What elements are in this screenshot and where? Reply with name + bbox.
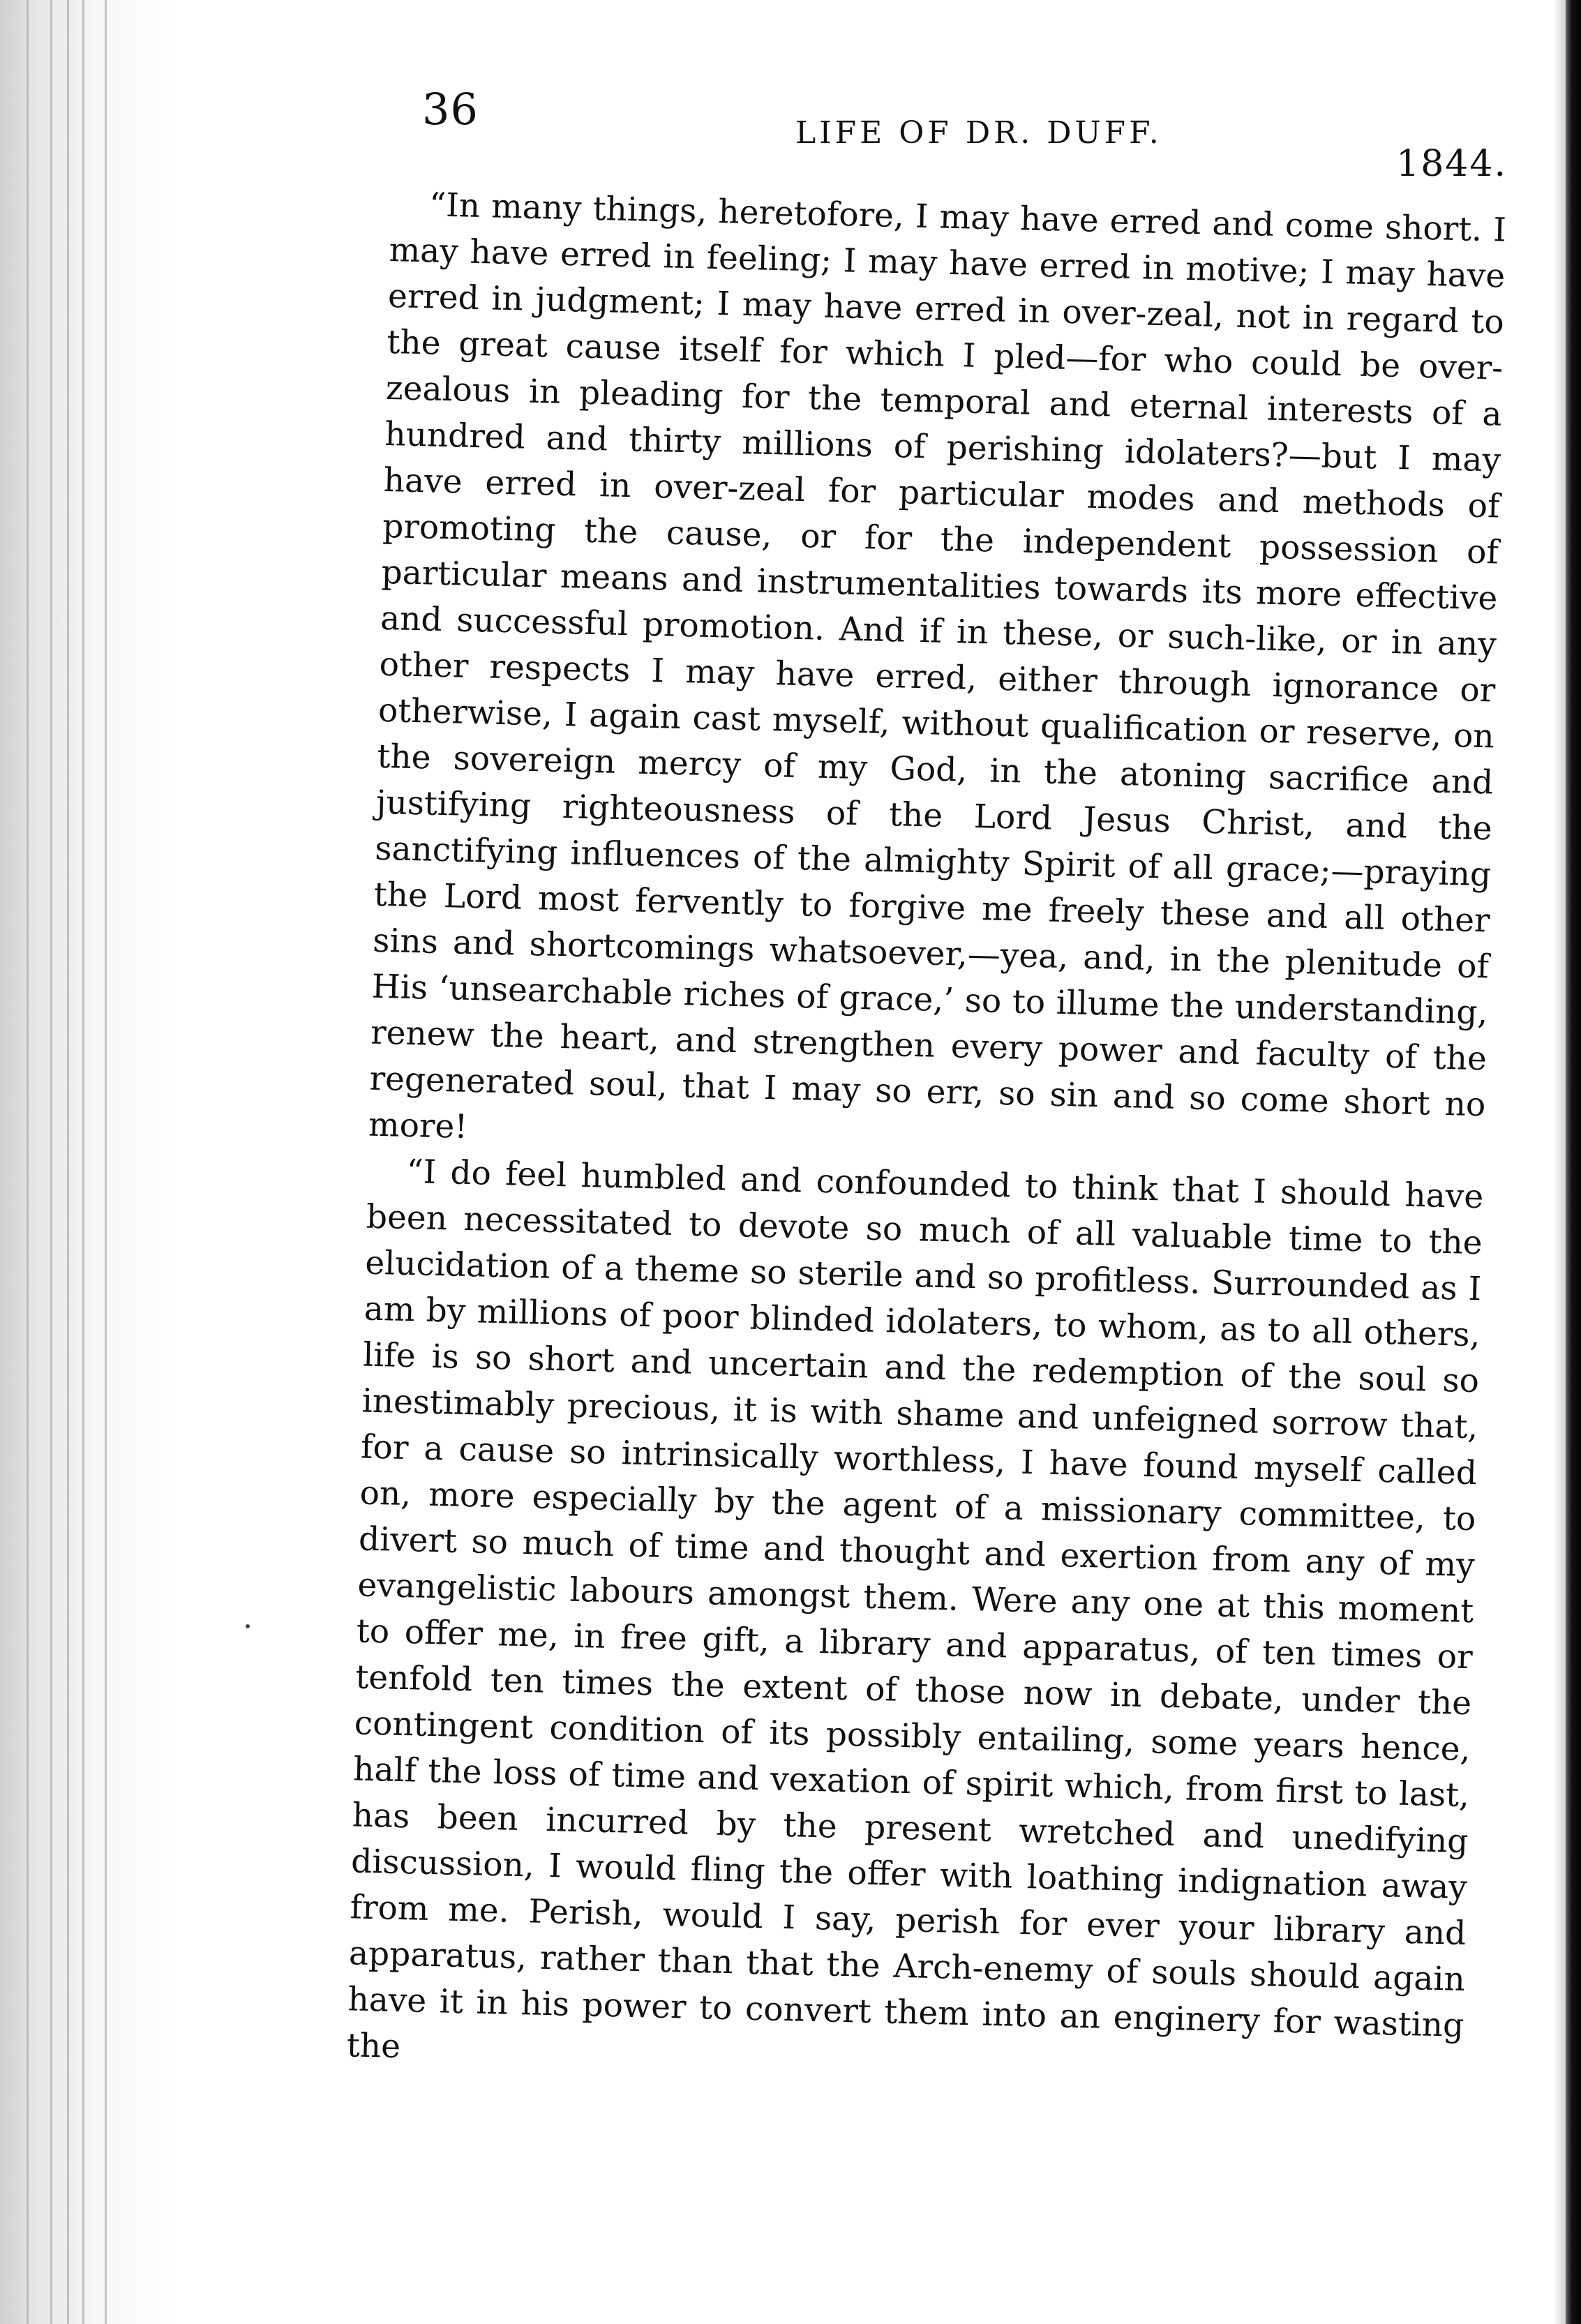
- page-number: 36: [422, 84, 479, 135]
- running-head: LIFE OF DR. DUFF.: [795, 115, 1162, 151]
- page-edge-shadow: [1553, 0, 1566, 2324]
- body-text: [346, 181, 1506, 2095]
- gutter-line: [50, 0, 52, 2324]
- year-marker: 1844.: [1396, 143, 1507, 185]
- paragraph: “I do feel humbled and confounded to think that I should have been necessitated to devote so much of all valuable time to the elucidation of a theme so sterile and so profitless. Surrounded as I am by millions of poor blinded idolaters, to whom, as to all others, life is so short and uncertain and the redemption of the soul so inestimably precious, it is with shame and unfeigned sorrow that, for a cause so intrinsically worthless, I have found myself called on, more especially by the agent of a missionary committee, to divert so much of time and thought and exertion from any of my evangelistic labours amongst them. Were any one at this moment to offer me, in free gift, a library and apparatus, of ten times or tenfold ten times the extent of those now in debate, under the contingent condition of its possibly entailing, some years hence, half the loss of time and vexation of spirit which, from first to last, has been incurred by the present wretched and unedifying discussion, I would fling the offer with loathing indignation away from me. Perish, would I say, perish for ever your library and apparatus, rather than that the Arch-enemy of souls should again have it in his power to convert them into an enginery for wasting the: [346, 1152, 1484, 2067]
- gutter-line: [82, 0, 84, 2324]
- page-edge: [1566, 0, 1581, 2324]
- book-page: [346, 77, 1507, 2254]
- page-header: [391, 77, 1507, 185]
- paragraph: “In many things, heretofore, I may have erred and come short. I may have erred in feeling; I may have erred in motive; I may have erred in judgment; I may have erred in over-zeal, not in regard to the great cause itself for which I pled—for who could be over-zealous in pleading for the temporal and eternal interests of a hundred and thirty millions of perishing idolaters?—but I may have erred in over-zeal for particular modes and methods of promoting the cause, or for the independent possession of particular means and instrumentalities towards its more effective and successful promotion. And if in these, or such-like, or in any other respects I may have erred, either through ignorance or otherwise, I again cast myself, without qualification or reserve, on the sovereign mercy of my God, in the atoning sacrifice and justifying righteousness of the Lord Jesus Christ, and the sanctifying influences of the almighty Spirit of all grace;—praying the Lord most fervently to forgive me freely these and all other sins and shortcomings whatsoever,—yea, and, in the plenitude of His ‘unsearchable riches of grace,’ so to illume the understanding, renew the heart, and strengthen every power and faculty of the regenerated soul, that I may so err, so sin and so come short no more!: [368, 186, 1507, 1146]
- gutter-line: [105, 0, 107, 2324]
- gutter-line: [67, 0, 69, 2324]
- margin-mark: [246, 1624, 250, 1628]
- gutter-line: [27, 0, 29, 2324]
